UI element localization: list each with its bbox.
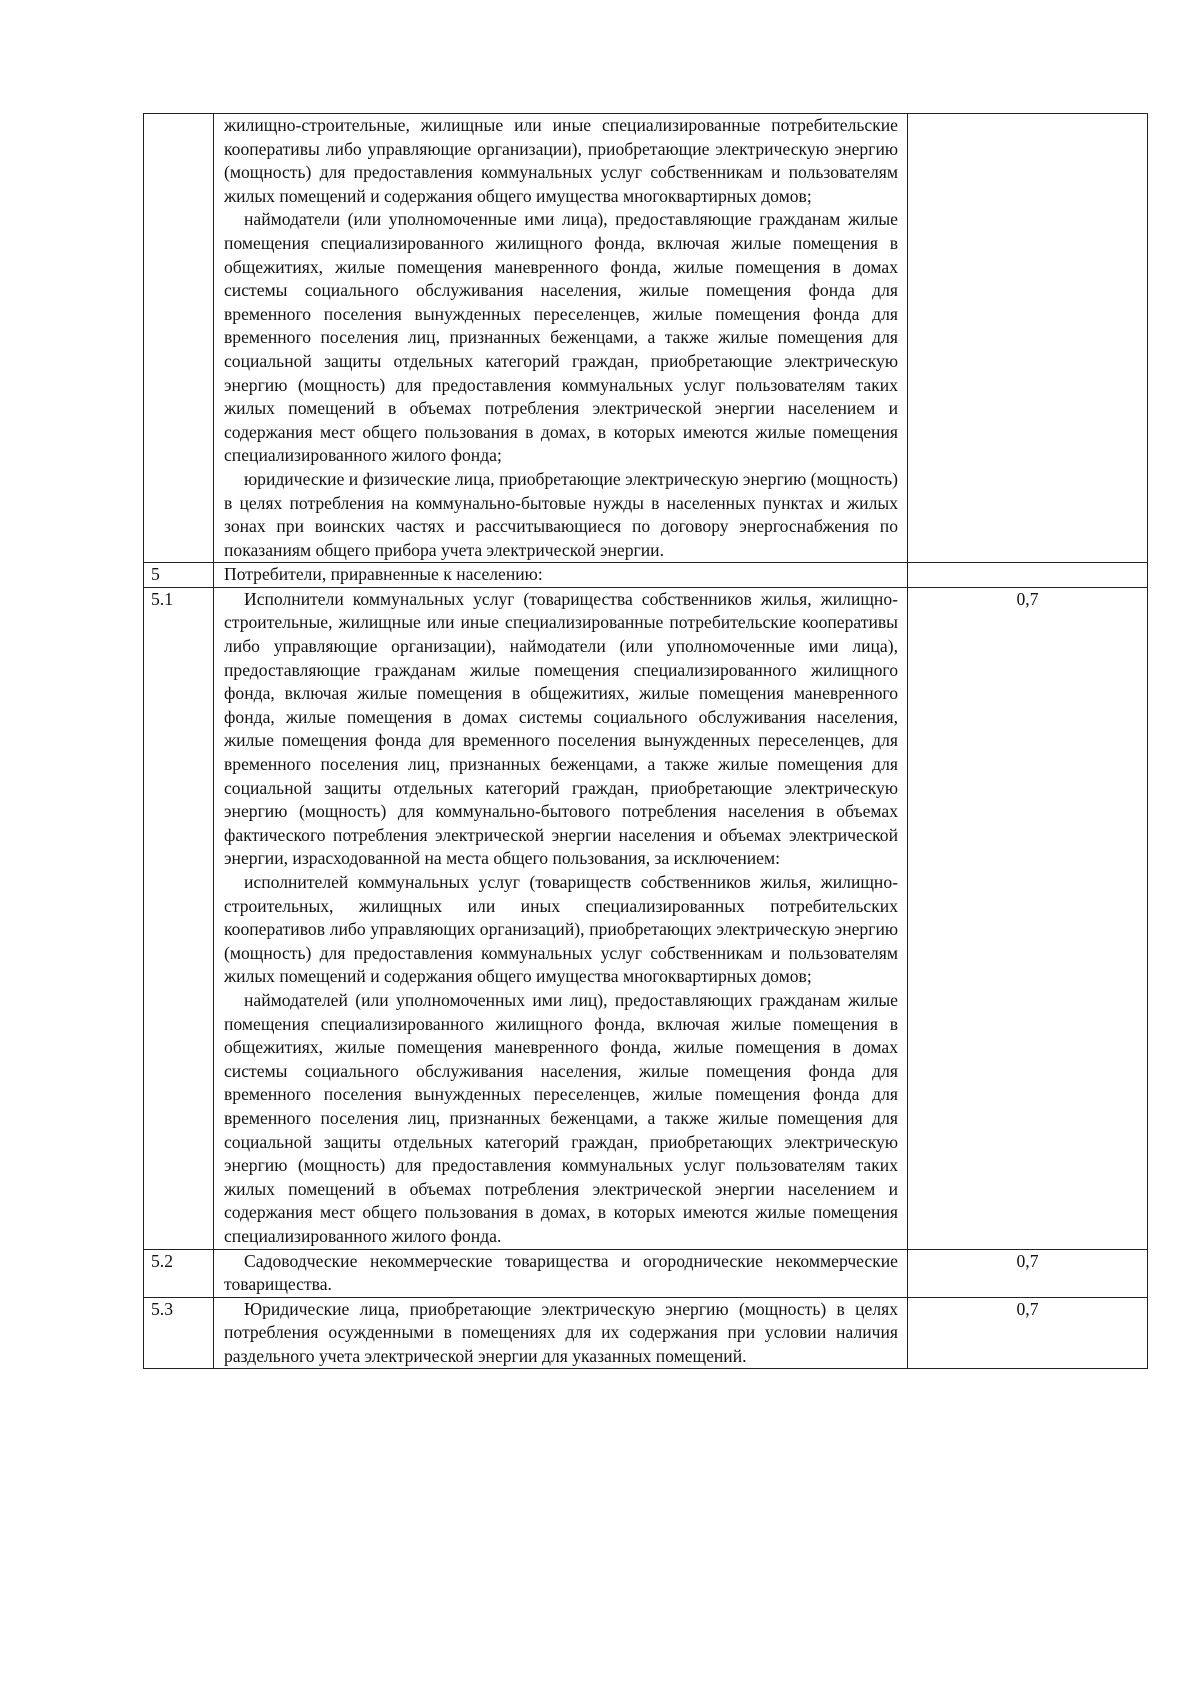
paragraph: Исполнители коммунальных услуг (товарищества собственников жилья, жилищно-строительные, жилищные или иные специализированные потребительские кооперативы либо управляющие организации), наймодатели (или уполномоченные ими лица), предоставляющие гражданам жилые помещения специализированного жилищного фонда, включая жилые помещения в общежитиях, жилые помещения маневренного фонда, жилые помещения в домах системы социального обслуживания населения, жилые помещения фонда для временного поселения вынужденных переселенцев, для временного поселения лиц, признанных беженцами, а также жилые помещения для социальной защиты отдельных категорий граждан, приобретающие электрическую энергию (мощность) для коммунально-бытового потребления населения в объемах фактического потребления электрической энергии населения и объемах электрической энергии, израсходованной на места общего пользования, за исключением: [224, 588, 898, 869]
paragraph: юридические и физические лица, приобретающие электрическую энергию (мощность) в целях потребления на коммунально-бытовые нужды в населенных пунктах и жилых зонах при воинских частях и рассчитывающиеся по договору энергоснабжения по показаниям общего прибора учета электрической энергии. [224, 468, 899, 560]
row-value: 0,7 [908, 587, 1148, 1249]
paragraph: наймодателей (или уполномоченных ими лиц), предоставляющих гражданам жилые помещения специализированного жилищного фонда, включая жилые помещения в общежитиях, жилые помещения маневренного фонда, жилые помещения в домах системы социального обслуживания населения, жилые помещения фонда для временного поселения вынужденных переселенцев, жилые помещения фонда для временного поселения лиц, признанных беженцами, а также жилые помещения для социальной защиты отдельных категорий граждан, приобретающих электрическую энергию (мощность) для предоставления коммунальных услуг пользователям таких жилых помещений в объемах потребления электрической энергии населением и содержания мест общего пользования в домах, в которых имеются жилые помещения специализированного жилого фонда. [224, 989, 898, 1246]
row-number: 5 [144, 563, 214, 588]
row-description [214, 1249, 908, 1297]
row-number [144, 114, 214, 563]
row-value [908, 563, 1148, 588]
tariff-table [143, 113, 1148, 1369]
row-description [214, 587, 908, 1249]
table-row [144, 1249, 1148, 1297]
row-value [908, 114, 1148, 563]
table-row [144, 587, 1148, 1249]
row-description [214, 1297, 908, 1369]
paragraph: Садоводческие некоммерческие товарищества и огороднические некоммерческие товарищества. [224, 1250, 898, 1295]
row-description [214, 114, 908, 563]
paragraph: жилищно-строительные, жилищные или иные специализированные потребительские кооперативы либо управляющие организации), приобретающие электрическую энергию (мощность) для предоставления коммунальных услуг собственникам и пользователям жилых помещений и содержания общего имущества многоквартирных домов; [224, 115, 898, 206]
table-row [144, 563, 1148, 588]
row-number: 5.3 [144, 1297, 214, 1369]
paragraph: Юридические лица, приобретающие электрическую энергию (мощность) в целях потребления осужденными в помещениях для их содержания при условии наличия раздельного учета электрической энергии для указанных помещений. [224, 1298, 898, 1366]
row-description [214, 563, 908, 588]
table-row [144, 114, 1148, 563]
table-row [144, 1297, 1148, 1369]
paragraph: Потребители, приравненные к населению: [224, 564, 543, 585]
row-value: 0,7 [908, 1249, 1148, 1297]
paragraph: наймодатели (или уполномоченные ими лица), предоставляющие гражданам жилые помещения специализированного жилищного фонда, включая жилые помещения в общежитиях, жилые помещения маневренного фонда, жилые помещения в домах системы социального обслуживания населения, жилые помещения фонда для временного поселения вынужденных переселенцев, жилые помещения фонда для временного поселения лиц, признанных беженцами, а также жилые помещения для социальной защиты отдельных категорий граждан, приобретающие электрическую энергию (мощность) для предоставления коммунальных услуг пользователям таких жилых помещений в объемах потребления электрической энергии населением и содержания мест общего пользования в домах, в которых имеются жилые помещения специализированного жилого фонда; [224, 209, 898, 466]
row-value: 0,7 [908, 1297, 1148, 1369]
row-number: 5.2 [144, 1249, 214, 1297]
paragraph: исполнителей коммунальных услуг (товариществ собственников жилья, жилищно-строительных, жилищных или иных специализированных потребительских кооперативов либо управляющих организаций), приобретающих электрическую энергию (мощность) для предоставления коммунальных услуг собственникам и пользователям жилых помещений и содержания общего имущества многоквартирных домов; [224, 872, 898, 987]
row-number: 5.1 [144, 587, 214, 1249]
